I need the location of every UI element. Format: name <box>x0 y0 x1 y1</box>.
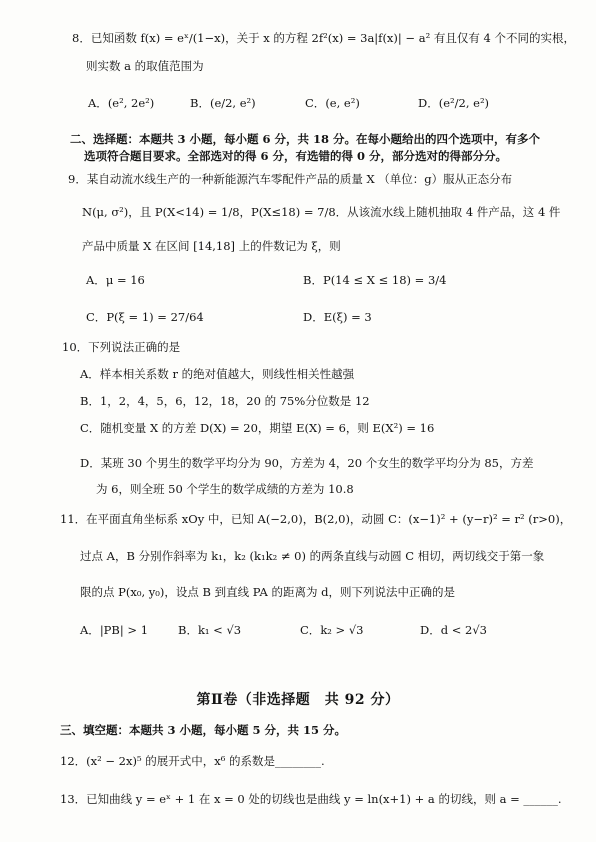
option-text: E(ξ) = 3 <box>323 310 372 324</box>
q9-option-a <box>86 272 145 288</box>
q9-stem-cont2: 产品中质量 X 在区间 [14,18] 上的件数记为 ξ，则 <box>82 239 341 253</box>
section-3-heading: 三、填空题：本题共 3 小题，每小题 5 分，共 15 分。 <box>60 723 347 737</box>
option-text: k₂ > √3 <box>320 623 364 637</box>
option-label: A． <box>88 96 108 110</box>
q11-option-d <box>420 622 487 638</box>
q11-stem: 11．在平面直角坐标系 xOy 中，已知 A(−2,0)，B(2,0)，动圆 C：(x−1)² + (y−r)² = r² (r>0)， <box>60 512 572 526</box>
option-text: k₁ < √3 <box>197 623 242 637</box>
q8-stem-cont: 则实数 a 的取值范围为 <box>86 59 204 73</box>
q10-option-b: B．1，2，4，5，6，12，18，20 的 75%分位数是 12 <box>80 394 370 408</box>
q9-stem-cont1: N(μ, σ²)，且 P(X<14) = 1/8，P(X≤18) = 7/8．从该流水线上随机抽取 4 件产品，这 4 件 <box>82 205 561 219</box>
option-label: B． <box>190 96 210 110</box>
q10-option-d: D．某班 30 个男生的数学平均分为 90，方差为 4，20 个女生的数学平均分为 85，方差 <box>80 456 534 470</box>
option-label: A． <box>86 273 106 287</box>
q8-option-d <box>418 95 489 111</box>
option-label: B． <box>303 273 323 287</box>
q8-option-b <box>190 95 256 111</box>
option-text: P(ξ = 1) = 27/64 <box>106 310 204 324</box>
q8-option-c <box>305 95 360 111</box>
q11-stem-cont1: 过点 A，B 分别作斜率为 k₁，k₂ (k₁k₂ ≠ 0) 的两条直线与动圆 C 相切，两切线交于第一象 <box>80 549 545 563</box>
option-text: (e/2, e²) <box>209 96 256 110</box>
option-label: D． <box>418 96 439 110</box>
option-text: μ = 16 <box>105 273 145 287</box>
q11-option-b <box>178 622 241 638</box>
option-label: C． <box>300 623 321 637</box>
q12-stem: 12．(x² − 2x)⁵ 的展开式中，x⁶ 的系数是________. <box>60 754 325 768</box>
option-text: |PB| > 1 <box>99 623 149 637</box>
part-2-title: 第Ⅱ卷（非选择题 共 92 分） <box>196 692 400 708</box>
q11-stem-cont2: 限的点 P(x₀, y₀)，设点 B 到直线 PA 的距离为 d，则下列说法中正确的是 <box>80 585 455 599</box>
q10-option-d-cont: 为 6，则全班 50 个学生的数学成绩的方差为 10.8 <box>96 482 354 496</box>
option-text: (e, e²) <box>325 96 360 110</box>
option-text: d < 2√3 <box>440 623 488 637</box>
section-2-heading: 二、选择题：本题共 3 小题，每小题 6 分，共 18 分。在每小题给出的四个选项中，有多个 <box>70 132 541 146</box>
option-label: C． <box>305 96 326 110</box>
option-text: (e², 2e²) <box>107 96 155 110</box>
option-label: A． <box>80 623 100 637</box>
q9-stem: 9．某自动流水线生产的一种新能源汽车零配件产品的质量 X （单位：g）服从正态分布 <box>68 172 513 186</box>
section-2-heading-cont: 选项符合题目要求。全部选对的得 6 分，有选错的得 0 分，部分选对的得部分分。 <box>84 149 508 163</box>
option-text: (e²/2, e²) <box>438 96 490 110</box>
option-label: C． <box>86 310 107 324</box>
q8-option-a <box>88 95 154 111</box>
option-text: P(14 ≤ X ≤ 18) = 3/4 <box>322 273 447 287</box>
option-label: B． <box>178 623 198 637</box>
q11-option-c <box>300 622 363 638</box>
q10-option-c: C．随机变量 X 的方差 D(X) = 20，期望 E(X) = 6，则 E(X²) = 16 <box>80 421 435 435</box>
q13-stem: 13．已知曲线 y = eˣ + 1 在 x = 0 处的切线也是曲线 y = ln(x+1) + a 的切线，则 a = ______. <box>60 792 562 806</box>
q9-option-c <box>86 309 204 325</box>
q10-stem: 10．下列说法正确的是 <box>62 340 181 354</box>
q9-option-b <box>303 272 446 288</box>
option-label: D． <box>420 623 441 637</box>
q8-stem: 8．已知函数 f(x) = eˣ/(1−x)，关于 x 的方程 2f²(x) = 3a|f(x)| − a² 有且仅有 4 个不同的实根， <box>72 31 575 45</box>
q9-option-d <box>303 309 372 325</box>
option-label: D． <box>303 310 324 324</box>
q10-option-a: A．样本相关系数 r 的绝对值越大，则线性相关性越强 <box>80 367 355 381</box>
q11-option-a <box>80 622 148 638</box>
